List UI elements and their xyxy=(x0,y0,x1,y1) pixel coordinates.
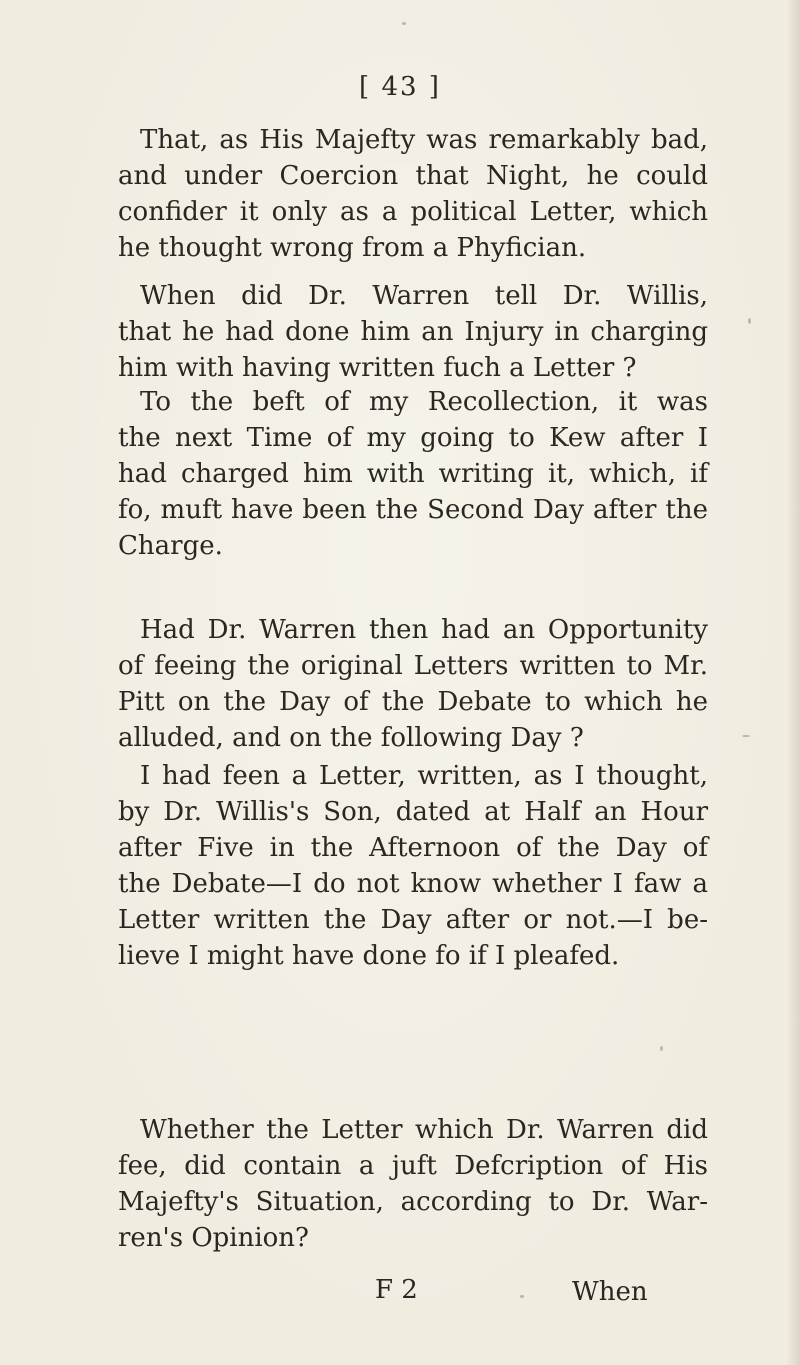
text-line: Majefty's Situation, according to Dr. War- xyxy=(118,1187,708,1217)
text-line: To the beft of my Recollection, it was xyxy=(140,387,708,417)
paragraph-4 xyxy=(118,612,708,756)
text-line: and under Coercion that Night, he could xyxy=(118,161,708,191)
paper-speck xyxy=(748,318,751,324)
text-line: I had feen a Letter, written, as I thought, xyxy=(140,761,708,791)
text-line: that he had done him an Injury in charging xyxy=(118,317,708,347)
text-line: alluded, and on the following Day ? xyxy=(118,723,584,753)
paper-speck xyxy=(520,1295,524,1298)
paragraph-1 xyxy=(118,122,708,266)
signature-mark: F 2 xyxy=(375,1275,418,1305)
paragraph-6 xyxy=(118,1112,708,1256)
paragraph-5 xyxy=(118,758,708,974)
text-line: by Dr. Willis's Son, dated at Half an Hour xyxy=(118,797,708,827)
text-line: Charge. xyxy=(118,531,223,561)
text-line: had charged him with writing it, which, if xyxy=(118,459,708,489)
text-line: of feeing the original Letters written to Mr. xyxy=(118,651,708,681)
text-line: the next Time of my going to Kew after I xyxy=(118,423,708,453)
text-line: fo, muft have been the Second Day after the xyxy=(118,495,708,525)
text-line: That, as His Majefty was remarkably bad, xyxy=(140,125,708,155)
text-line: confider it only as a political Letter, which xyxy=(118,197,708,227)
text-line: him with having written fuch a Letter ? xyxy=(118,353,637,383)
text-line: Pitt on the Day of the Debate to which he xyxy=(118,687,708,717)
paper-speck xyxy=(402,22,406,25)
text-line: Whether the Letter which Dr. Warren did xyxy=(140,1115,708,1145)
text-line: Letter written the Day after or not.—I be- xyxy=(118,905,708,935)
paper-speck xyxy=(742,735,750,737)
text-line: after Five in the Afternoon of the Day of xyxy=(118,833,708,863)
paragraph-3 xyxy=(118,384,708,564)
paragraph-2 xyxy=(118,278,708,386)
text-line: When did Dr. Warren tell Dr. Willis, xyxy=(140,281,708,311)
text-line: the Debate—I do not know whether I faw a xyxy=(118,869,708,899)
page-edge-shadow xyxy=(786,0,800,1365)
text-line: fee, did contain a juft Defcription of His xyxy=(118,1151,708,1181)
catchword: When xyxy=(572,1277,648,1307)
text-line: he thought wrong from a Phyfician. xyxy=(118,233,587,263)
text-line: ren's Opinion? xyxy=(118,1223,309,1253)
text-line: lieve I might have done fo if I pleafed. xyxy=(118,941,620,971)
text-line: Had Dr. Warren then had an Opportunity xyxy=(140,615,708,645)
paper-speck xyxy=(660,1046,663,1051)
page-number: [ 43 ] xyxy=(359,72,441,102)
